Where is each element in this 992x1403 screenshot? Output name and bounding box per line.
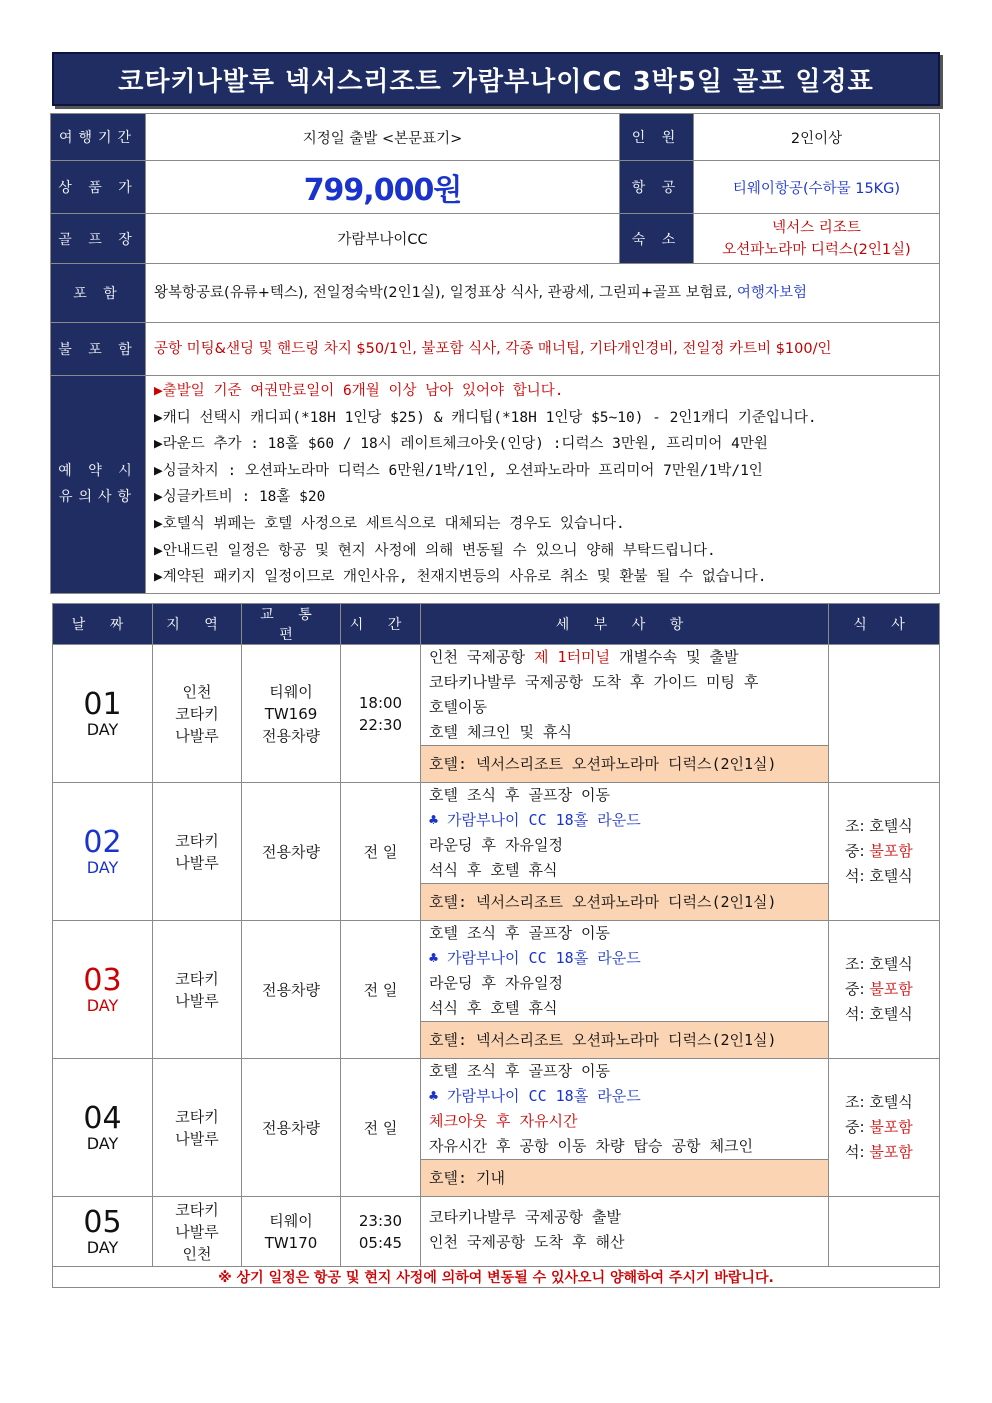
transport-line: 전용차량 (262, 1118, 320, 1137)
meal-key: 석: (845, 1005, 870, 1023)
meal-value: 불포함 (869, 980, 913, 998)
meal-value: 호텔식 (869, 1093, 913, 1111)
notes-label-1: 예 약 시 (58, 463, 138, 480)
day-cell (53, 783, 153, 921)
lodging-line-2: 오션파노라마 디럭스(2인1실) (722, 241, 911, 258)
region-cell (153, 921, 242, 1059)
meal-line (845, 1140, 939, 1165)
airline-value: 티웨이항공(수하물 15KG) (694, 161, 940, 214)
golf-value: 가람부나이CC (146, 214, 620, 264)
detail-line (429, 1084, 820, 1109)
detail-line (429, 1109, 820, 1134)
detail-text-pre: 자유시간 후 공항 이동 차량 탑승 공항 체크인 (429, 1137, 754, 1155)
day-cell (53, 645, 153, 783)
day-cell (53, 1059, 153, 1197)
day-number: 01 (83, 686, 122, 722)
note-item: ▶싱글차지 : 오션파노라마 디럭스 6만원/1박/1인, 오션파노라마 프리미어 7만원/1박/1인 (154, 462, 763, 479)
detail-line (429, 695, 820, 720)
details-cell (421, 1059, 829, 1197)
region-line: 코타키 (175, 704, 219, 723)
meal-line (845, 1090, 939, 1115)
header-transport: 교 통 편 (242, 604, 341, 645)
transport-line: 티웨이 (269, 1211, 313, 1230)
transport-line: 전용차량 (262, 842, 320, 861)
header-meals: 식 사 (829, 604, 940, 645)
note-item: ▶호텔식 뷔페는 호텔 사정으로 세트식으로 대체되는 경우도 있습니다. (154, 515, 625, 532)
time-line: 22:30 (358, 715, 403, 734)
detail-text-post: 개별수속 및 출발 (610, 648, 739, 666)
detail-text-pre: 인천 국제공항 (429, 648, 535, 666)
day-number: 04 (83, 1100, 122, 1136)
time-line: 전 일 (363, 1118, 398, 1137)
schedule-row (53, 921, 940, 1059)
region-line: 나발루 (175, 991, 219, 1010)
detail-line (429, 971, 820, 996)
page-title: 코타키나발루 넥서스리조트 가람부나이CC 3박5일 골프 일정표 (118, 66, 874, 97)
transport-cell (242, 645, 341, 783)
schedule-row (53, 1059, 940, 1197)
detail-text-blue: ♣ 가람부나이 CC 18홀 라운드 (429, 949, 641, 967)
region-line: 나발루 (175, 726, 219, 745)
detail-line (429, 996, 820, 1021)
meal-value: 불포함 (869, 1118, 913, 1136)
day-label: DAY (86, 1133, 119, 1153)
airline-label: 항 공 (620, 161, 694, 214)
day-number: 05 (83, 1204, 122, 1240)
detail-text-pre: 석식 후 호텔 휴식 (429, 861, 558, 879)
time-cell (341, 783, 421, 921)
period-label: 여행기간 (51, 114, 146, 161)
detail-text-blue: ♣ 가람부나이 CC 18홀 라운드 (429, 1087, 641, 1105)
transport-line: TW170 (264, 1233, 318, 1252)
time-line: 05:45 (358, 1233, 403, 1252)
meal-line (845, 814, 939, 839)
region-line: 코타키 (175, 969, 219, 988)
time-cell (341, 1059, 421, 1197)
meals-cell (829, 921, 940, 1059)
note-item: ▶라운드 추가 : 18홀 $60 / 18시 레이트체크아웃(인당) :디럭스 3만원, 프리미어 4만원 (154, 436, 768, 453)
detail-line (429, 1230, 820, 1255)
detail-line (429, 858, 820, 883)
details-cell (421, 921, 829, 1059)
time-cell (341, 1197, 421, 1267)
detail-text-blue: ♣ 가람부나이 CC 18홀 라운드 (429, 811, 641, 829)
meal-key: 석: (845, 1143, 870, 1161)
transport-line: TW169 (264, 704, 318, 723)
time-cell (341, 921, 421, 1059)
detail-text-pre: 라운딩 후 자유일정 (429, 836, 563, 854)
meal-key: 중: (845, 980, 870, 998)
day-number: 02 (83, 824, 122, 860)
exclude-label: 불 포 함 (51, 323, 146, 376)
note-item: ▶캐디 선택시 캐디피(*18H 1인당 $25) & 캐디팁(*18H 1인당 $5~10) - 2인1캐디 기준입니다. (154, 409, 817, 426)
region-line: 코타키 (175, 831, 219, 850)
hotel-info: 호텔: 넥서스리조트 오션파노라마 디럭스(2인1실) (421, 883, 828, 920)
meal-value: 호텔식 (869, 817, 913, 835)
detail-line (429, 921, 820, 946)
meal-key: 조: (845, 817, 870, 835)
region-cell (153, 645, 242, 783)
meal-line (845, 952, 939, 977)
time-line: 18:00 (358, 693, 403, 712)
transport-line: 티웨이 (269, 682, 313, 701)
detail-line (429, 1059, 820, 1084)
golf-label: 골 프 장 (51, 214, 146, 264)
transport-cell (242, 1059, 341, 1197)
meal-value: 불포함 (869, 1143, 913, 1161)
meal-key: 조: (845, 1093, 870, 1111)
detail-text-pre: 인천 국제공항 도착 후 해산 (429, 1233, 625, 1251)
detail-text-pre: 코타키나발루 국제공항 출발 (429, 1208, 621, 1226)
info-table (50, 113, 940, 594)
schedule-row (53, 645, 940, 783)
lodging-label: 숙 소 (620, 214, 694, 264)
include-highlight: 여행자보험 (736, 285, 807, 301)
schedule-row (53, 783, 940, 921)
region-line: 나발루 (175, 853, 219, 872)
detail-text-pre: 호텔 조식 후 골프장 이동 (429, 1062, 611, 1080)
include-label: 포 함 (51, 264, 146, 323)
meals-cell (829, 1059, 940, 1197)
detail-text-pre: 호텔 조식 후 골프장 이동 (429, 786, 611, 804)
day-cell (53, 921, 153, 1059)
transport-cell (242, 921, 341, 1059)
hotel-info: 호텔: 넥서스리조트 오션파노라마 디럭스(2인1실) (421, 1021, 828, 1058)
people-label: 인 원 (620, 114, 694, 161)
detail-text-pre: 코타키나발루 국제공항 도착 후 가이드 미팅 후 (429, 673, 759, 691)
meal-value: 호텔식 (869, 867, 913, 885)
meals-cell (829, 1197, 940, 1267)
region-cell (153, 1059, 242, 1197)
detail-text-red: 제 1터미널 (534, 648, 611, 666)
region-line: 인천 (182, 1244, 212, 1263)
transport-line: 전용차량 (262, 726, 320, 745)
detail-line (429, 833, 820, 858)
detail-text-pre: 호텔이동 (429, 698, 487, 716)
detail-text-red: 체크아웃 후 자유시간 (429, 1112, 578, 1130)
note-item: ▶출발일 기준 여권만료일이 6개월 이상 남아 있어야 합니다. (154, 383, 564, 399)
price-label: 상 품 가 (51, 161, 146, 214)
header-date: 날 짜 (53, 604, 153, 645)
detail-line (429, 808, 820, 833)
day-label: DAY (86, 719, 119, 739)
meal-key: 중: (845, 1118, 870, 1136)
price-value: 799,000원 (303, 173, 462, 208)
region-line: 나발루 (175, 1222, 219, 1241)
exclude-text: 공항 미팅&샌딩 및 핸드링 차지 $50/1인, 불포함 식사, 각종 매너팁, 기타개인경비, 전일정 카트비 $100/인 (146, 323, 940, 376)
detail-line (429, 645, 820, 670)
meal-value: 호텔식 (869, 1005, 913, 1023)
meal-line (845, 864, 939, 889)
include-cell (146, 264, 940, 323)
meal-value: 불포함 (869, 842, 913, 860)
detail-text-pre: 석식 후 호텔 휴식 (429, 999, 558, 1017)
day-label: DAY (86, 995, 119, 1015)
time-line: 전 일 (363, 980, 398, 999)
detail-text-pre: 호텔 조식 후 골프장 이동 (429, 924, 611, 942)
meal-key: 조: (845, 955, 870, 973)
note-item: ▶싱글카트비 : 18홀 $20 (154, 489, 326, 506)
day-number: 03 (83, 962, 122, 998)
meals-cell (829, 783, 940, 921)
region-cell (153, 783, 242, 921)
detail-line (429, 1134, 820, 1159)
region-line: 인천 (182, 682, 212, 701)
transport-cell (242, 783, 341, 921)
time-cell (341, 645, 421, 783)
meal-value: 호텔식 (869, 955, 913, 973)
detail-line (429, 670, 820, 695)
details-cell (421, 645, 829, 783)
region-line: 나발루 (175, 1129, 219, 1148)
day-label: DAY (86, 857, 119, 877)
notes-list (146, 376, 940, 594)
hotel-info: 호텔: 넥서스리조트 오션파노라마 디럭스(2인1실) (421, 745, 828, 782)
detail-line (429, 720, 820, 745)
schedule-row (53, 1197, 940, 1267)
meal-key: 중: (845, 842, 870, 860)
transport-cell (242, 1197, 341, 1267)
schedule-table (52, 603, 940, 1288)
note-item: ▶안내드린 일정은 항공 및 현지 사정에 의해 변동될 수 있으니 양해 부탁드립니다. (154, 542, 716, 559)
transport-line: 전용차량 (262, 980, 320, 999)
schedule-footnote: ※ 상기 일정은 항공 및 현지 사정에 의하여 변동될 수 있사오니 양해하여 주시기 바랍니다. (53, 1267, 940, 1288)
notes-label-2: 유의사항 (58, 489, 138, 506)
day-cell (53, 1197, 153, 1267)
region-line: 코타키 (175, 1200, 219, 1219)
details-cell (421, 783, 829, 921)
meal-line (845, 1002, 939, 1027)
header-details: 세 부 사 항 (421, 604, 829, 645)
detail-line (429, 783, 820, 808)
details-cell (421, 1197, 829, 1267)
meal-key: 석: (845, 867, 870, 885)
detail-text-pre: 라운딩 후 자유일정 (429, 974, 563, 992)
hotel-info: 호텔: 기내 (421, 1159, 828, 1196)
detail-line (429, 1205, 820, 1230)
meals-cell (829, 645, 940, 783)
include-text: 왕복항공료(유류+텍스), 전일정숙박(2인1실), 일정표상 식사, 관광세, 그린피+골프 보험료, (154, 285, 737, 301)
detail-line (429, 946, 820, 971)
meal-line (845, 1115, 939, 1140)
region-line: 코타키 (175, 1107, 219, 1126)
time-line: 23:30 (358, 1211, 403, 1230)
detail-text-pre: 호텔 체크인 및 휴식 (429, 723, 573, 741)
meal-line (845, 977, 939, 1002)
region-cell (153, 1197, 242, 1267)
period-value: 지정일 출발 <본문표기> (146, 114, 620, 161)
people-value: 2인이상 (694, 114, 940, 161)
time-line: 전 일 (363, 842, 398, 861)
header-region: 지 역 (153, 604, 242, 645)
lodging-line-1: 넥서스 리조트 (772, 219, 861, 236)
header-time: 시 간 (341, 604, 421, 645)
title-banner (52, 52, 940, 106)
day-label: DAY (86, 1237, 119, 1257)
meal-line (845, 839, 939, 864)
note-item: ▶계약된 패키지 일정이므로 개인사유, 천재지변등의 사유로 취소 및 환불 될 수 없습니다. (154, 569, 767, 586)
